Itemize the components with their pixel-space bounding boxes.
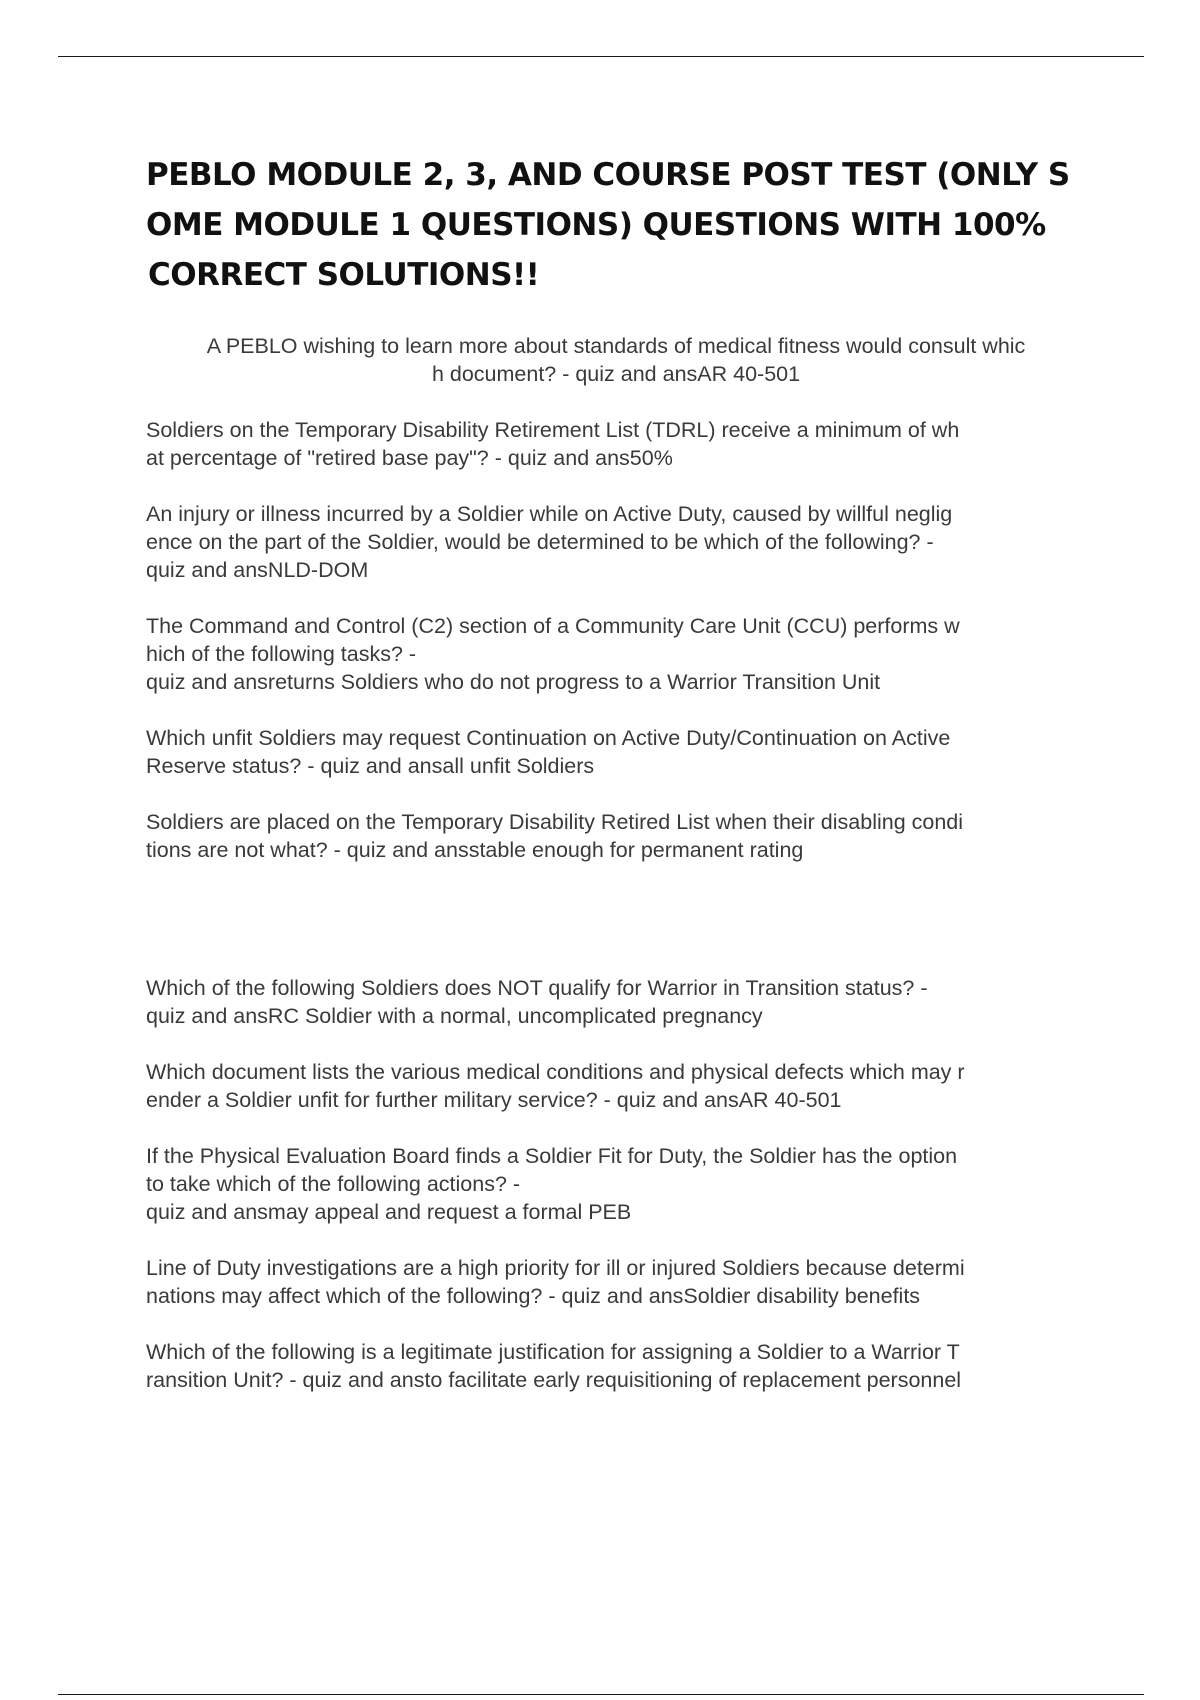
question-answer-10 (146, 1254, 1086, 1310)
question-answer-9 (146, 1142, 1086, 1226)
question-answer-7 (146, 974, 1086, 1030)
question-answer-2 (146, 416, 1086, 472)
qa-line: ence on the part of the Soldier, would be determined to be which of the following? - (146, 530, 934, 554)
document-body (146, 150, 1086, 1394)
title-line: PEBLO MODULE 2, 3, AND COURSE POST TEST (ONLY S (146, 157, 1070, 193)
qa-line: to take which of the following actions? - (146, 1172, 521, 1196)
qa-line: quiz and ansreturns Soldiers who do not progress to a Warrior Transition Unit (146, 670, 881, 694)
qa-line: hich of the following tasks? - (146, 642, 417, 666)
title-line: CORRECT SOLUTIONS!! (148, 257, 540, 293)
qa-line: Soldiers on the Temporary Disability Retirement List (TDRL) receive a minimum of wh (146, 418, 960, 442)
qa-line: The Command and Control (C2) section of a Community Care Unit (CCU) performs w (146, 614, 960, 638)
question-answer-6 (146, 808, 1086, 864)
question-answer-1 (146, 332, 1086, 388)
question-answer-8 (146, 1058, 1086, 1114)
qa-line: Reserve status? - quiz and ansall unfit Soldiers (146, 754, 595, 778)
qa-line: Line of Duty investigations are a high priority for ill or injured Soldiers because determi (146, 1256, 965, 1280)
qa-line: nations may affect which of the following? - quiz and ansSoldier disability benefits (146, 1284, 921, 1308)
qa-line: An injury or illness incurred by a Soldier while on Active Duty, caused by willful neglig (146, 502, 953, 526)
qa-line: ransition Unit? - quiz and ansto facilitate early requisitioning of replacement personnel (146, 1368, 962, 1392)
qa-line: Which of the following is a legitimate justification for assigning a Soldier to a Warrior T (146, 1340, 960, 1364)
qa-line: If the Physical Evaluation Board finds a Soldier Fit for Duty, the Soldier has the option (146, 1144, 958, 1168)
qa-line: Which unfit Soldiers may request Continuation on Active Duty/Continuation on Active (146, 726, 951, 750)
qa-line: quiz and ansmay appeal and request a formal PEB (146, 1200, 632, 1224)
qa-line: quiz and ansRC Soldier with a normal, uncomplicated pregnancy (146, 1004, 763, 1028)
qa-line: Which document lists the various medical conditions and physical defects which may r (146, 1060, 965, 1084)
question-answer-5 (146, 724, 1086, 780)
document-title (146, 150, 1086, 300)
question-answer-3 (146, 500, 1086, 584)
qa-line: quiz and ansNLD-DOM (146, 558, 369, 582)
question-answer-11 (146, 1338, 1086, 1394)
title-line: OME MODULE 1 QUESTIONS) QUESTIONS WITH 100% (146, 207, 1046, 243)
qa-line: Which of the following Soldiers does NOT qualify for Warrior in Transition status? - (146, 976, 928, 1000)
qa-line: A PEBLO wishing to learn more about standards of medical fitness would consult whic (206, 334, 1026, 358)
qa-line: h document? - quiz and ansAR 40-501 (431, 362, 801, 386)
bottom-rule (58, 1694, 1144, 1695)
top-rule (58, 56, 1144, 57)
qa-line: at percentage of "retired base pay"? - quiz and ans50% (146, 446, 673, 470)
qa-line: Soldiers are placed on the Temporary Disability Retired List when their disabling condi (146, 810, 964, 834)
question-answer-4 (146, 612, 1086, 696)
qa-line: tions are not what? - quiz and ansstable enough for permanent rating (146, 838, 804, 862)
qa-line: ender a Soldier unfit for further military service? - quiz and ansAR 40-501 (146, 1088, 842, 1112)
